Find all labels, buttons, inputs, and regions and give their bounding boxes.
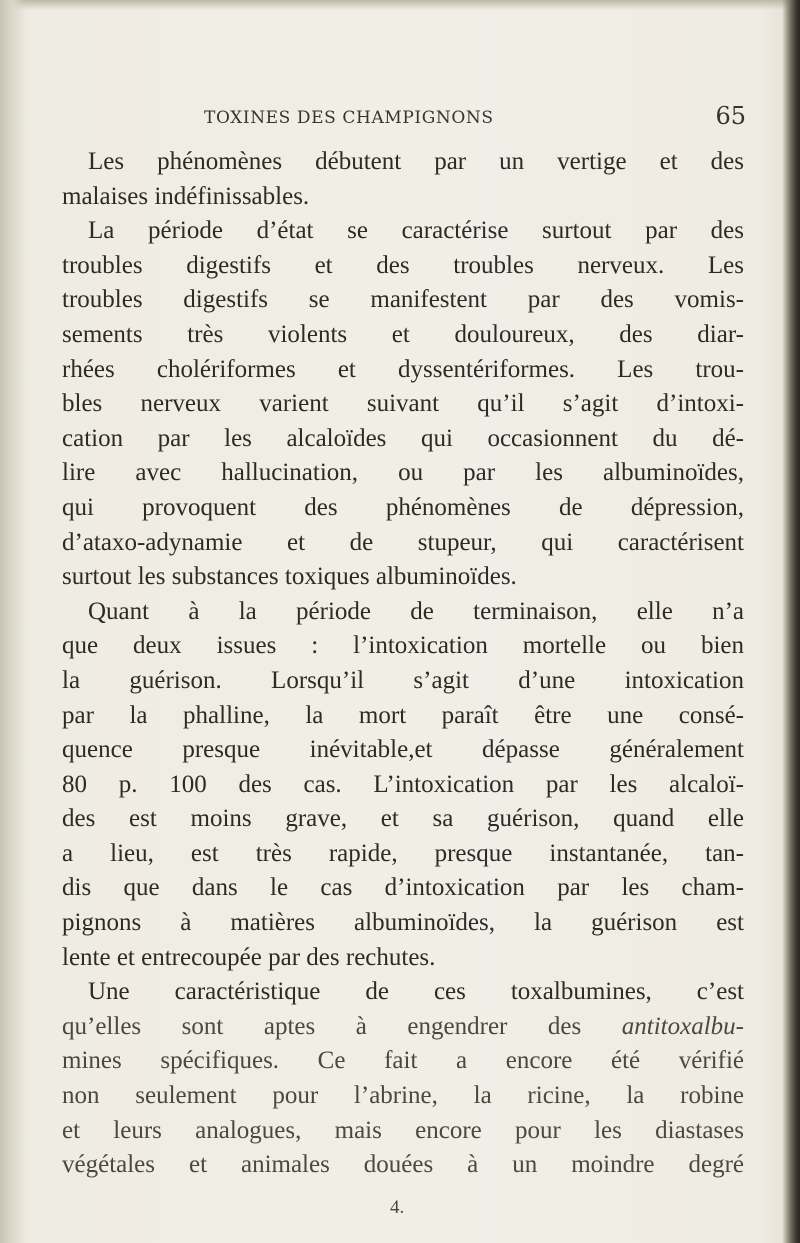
text-line: et leurs analogues, mais encore pour les diastases	[62, 1116, 744, 1144]
text-line: quence presque inévitable,et dépasse généralement	[62, 736, 744, 764]
page-number: 65	[715, 102, 746, 130]
text-line: végétales et animales douées à un moindre degré	[62, 1151, 744, 1179]
italic-term: antitoxalbu-	[621, 1012, 744, 1040]
text-line: bles nerveux varient suivant qu’il s’agit d’intoxi-	[62, 390, 744, 418]
page-fore-edge	[782, 0, 800, 1243]
text-line: mines spécifiques. Ce fait a encore été vérifié	[62, 1047, 744, 1075]
text-line: La période d’état se caractérise surtout par des	[88, 217, 744, 245]
text-line: a lieu, est très rapide, presque instantanée, tan-	[62, 839, 744, 867]
text-line: que deux issues : l’intoxication mortelle ou bien	[62, 632, 744, 660]
text-line: rhées cholériformes et dyssentériformes. Les trou-	[62, 355, 744, 383]
text-line: lire avec hallucination, ou par les albuminoïdes,	[62, 459, 744, 487]
text-line: qui provoquent des phénomènes de dépression,	[62, 493, 744, 521]
text-line: Quant à la période de terminaison, elle n’a	[88, 597, 744, 625]
page-gutter-shadow	[0, 0, 26, 1243]
text-line: cation par les alcaloïdes qui occasionnent du dé-	[62, 424, 744, 452]
running-header	[60, 102, 762, 136]
page-body-text	[62, 145, 744, 1185]
running-title: TOXINES DES CHAMPIGNONS	[204, 108, 494, 128]
text-line: la guérison. Lorsqu’il s’agit d’une intoxication	[62, 666, 744, 694]
text-line: troubles digestifs et des troubles nerveux. Les	[62, 251, 744, 279]
signature-mark: 4.	[390, 1197, 405, 1218]
text-line: sements très violents et douloureux, des diar-	[62, 320, 744, 348]
text-line: 80 p. 100 des cas. L’intoxication par les alcaloï-	[62, 770, 744, 798]
text-line: Une caractéristique de ces toxalbumines, c’est	[88, 978, 744, 1006]
text-line: surtout les substances toxiques albuminoïdes.	[62, 563, 517, 591]
text-line: pignons à matières albuminoïdes, la guérison est	[62, 909, 744, 937]
text-line: troubles digestifs se manifestent par des vomis-	[62, 286, 744, 314]
text-line: malaises indéfinissables.	[62, 182, 310, 210]
page-top-edge	[0, 0, 800, 10]
text-line: par la phalline, la mort paraît être une consé-	[62, 701, 744, 729]
text-line: Les phénomènes débutent par un vertige et des	[88, 148, 744, 175]
text-line: d’ataxo-adynamie et de stupeur, qui caractérisent	[62, 528, 744, 556]
text-line: non seulement pour l’abrine, la ricine, la robine	[62, 1082, 744, 1110]
text-segment: qu’elles sont aptes à engendrer des	[62, 1012, 622, 1040]
text-line: des est moins grave, et sa guérison, quand elle	[62, 805, 744, 833]
text-line-with-italic	[62, 1010, 744, 1045]
text-line: lente et entrecoupée par des rechutes.	[62, 943, 436, 971]
text-line: dis que dans le cas d’intoxication par les cham-	[62, 874, 744, 902]
